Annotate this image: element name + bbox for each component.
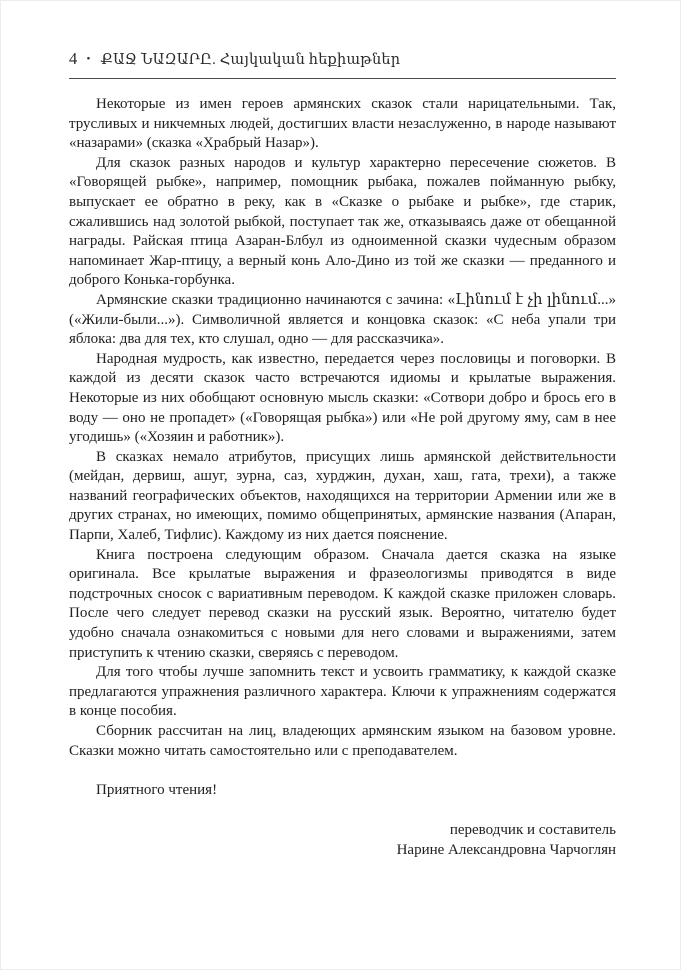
paragraph-8: Сборник рассчитан на лиц, владеющих армянским языком на базовом уровне. Сказки можно читать самостоятельно или с преподавателем. [69, 723, 616, 759]
closing-line: Приятного чтения! [96, 781, 218, 798]
page-number: 4 [69, 49, 78, 68]
paragraph-4: Народная мудрость, как известно, передается через пословицы и поговорки. В каждой из десяти сказок часто встречаются идиомы и крылатые выражения. Некоторые из них обобщают основную мысль сказки: «Сотвори добро и брось его в воду — оно не пропадет» («Говорящая рыбка») или «Не рой другому яму, сам в нее угодишь» («Хозяин и работник»). [69, 350, 616, 446]
paragraph-7: Для того чтобы лучше запомнить текст и усвоить грамматику, к каждой сказке предлагаются упражнения различного характера. Ключи к упражнениям содержатся в конце пособия. [69, 664, 616, 720]
paragraph-5: В сказках немало атрибутов, присущих лишь армянской действительности (мейдан, дервиш, ашуг, зурна, саз, хурджин, духан, хаш, гата, трехи), а также названий географических объектов, находящихся на территории Армении или же в других странах, но имеющих, помимо общепринятых, армянские названия (Апаран, Парпи, Халеб, Тифлис). Каждому из них дается пояснение. [69, 448, 616, 544]
header-rule [69, 78, 616, 79]
header-bullet-separator: • [86, 53, 91, 65]
credit-block [69, 820, 616, 860]
running-title: ՔԱՋ ՆԱԶԱՐԸ. Հայկական հեքիաթներ [100, 52, 401, 68]
paragraph-1: Некоторые из имен героев армянских сказок стали нарицательными. Так, трусливых и никчемных людей, достигших власти незаслуженно, в народе называют «назарами» (сказка «Храбрый Назар»). [69, 96, 616, 152]
paragraph-2: Для сказок разных народов и культур характерно пересечение сюжетов. В «Говорящей рыбке», например, помощник рыбака, пожалев пойманную рыбку, выпускает ее обратно в реку, как в «Сказке о рыбаке и рыбке», где старик, сжалившись над золотой рыбкой, поступает так же, отказываясь даже от обещанной награды. Райская птица Азаран-Блбул из одноименной сказки чудесным образом напоминает Жар-птицу, а верный конь Ало-Дино из той же сказки — преданного и доброго Конька-горбунка. [69, 154, 616, 289]
paragraph-6: Книга построена следующим образом. Сначала дается сказка на языке оригинала. Все крылатые выражения и фразеологизмы приводятся в виде подстрочных сносок с вариативным переводом. К каждой сказке приложен словарь. После чего следует перевод сказки на русский язык. Вероятно, читателю будет удобно сначала ознакомиться с новыми для него словами и выражениями, затем приступить к чтению сказки, сверяясь с переводом. [69, 546, 616, 661]
credit-role: переводчик и составитель [449, 821, 616, 838]
credit-name: Нарине Александровна Чарчоглян [396, 841, 616, 858]
paragraph-3: Армянские сказки традиционно начинаются с зачина: «Լինում է չի լինում...» («Жили-были...»). Символичной является и концовка сказок: «С неба упали три яблока: два для тех, кто слушал, одно — для рассказчика». [69, 291, 616, 348]
page-body [69, 95, 616, 860]
running-header [69, 49, 616, 69]
